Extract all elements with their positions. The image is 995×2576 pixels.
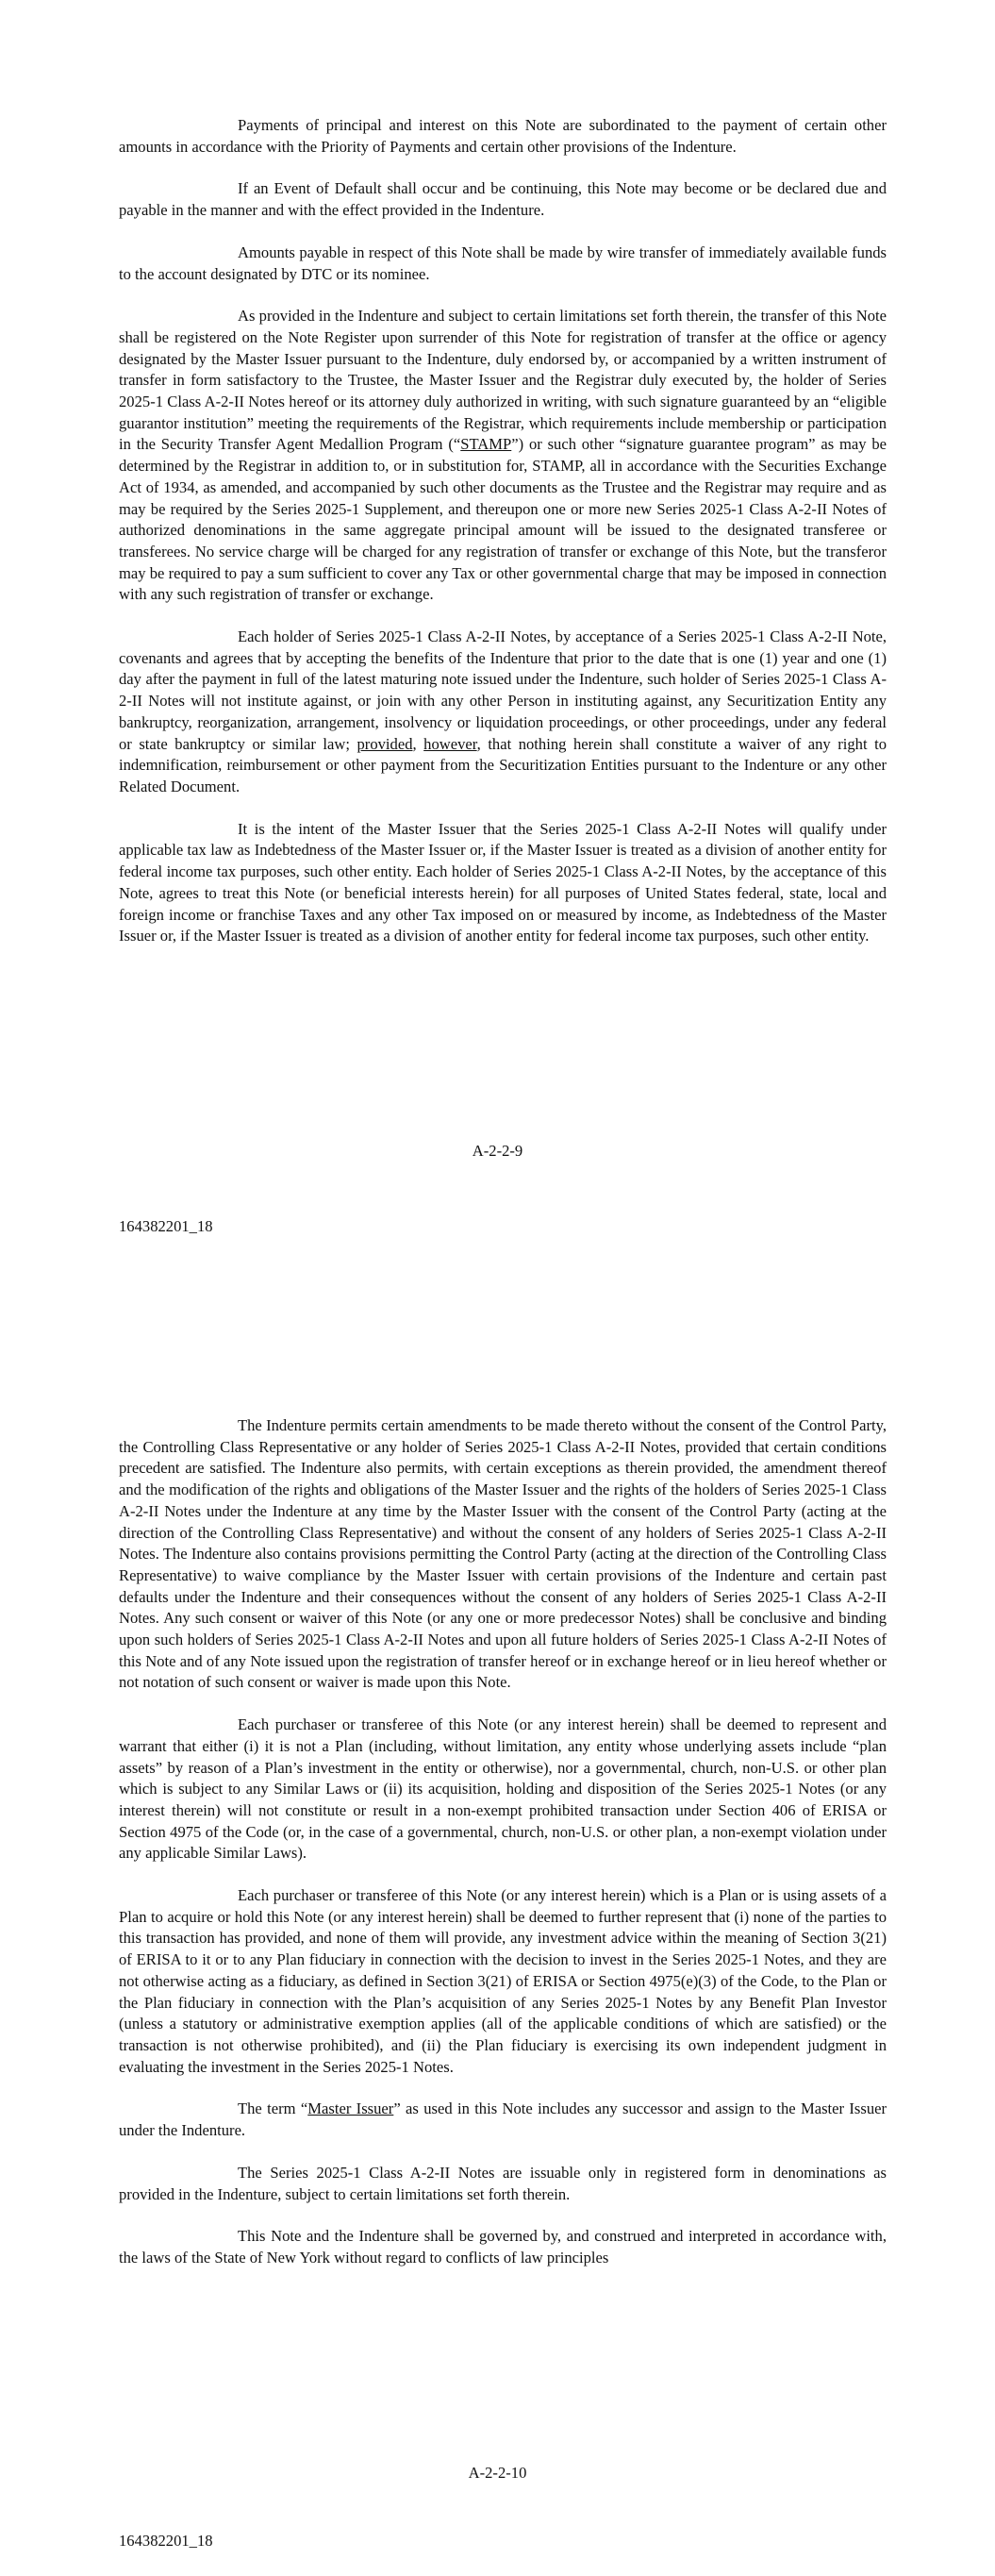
defined-term-master-issuer: Master Issuer	[307, 2099, 394, 2118]
page-number: A-2-2-10	[468, 2464, 527, 2482]
paragraph-event-of-default: If an Event of Default shall occur and be continuing, this Note may become or be declared due and payable in the manner and with the effect provided in the Indenture.	[119, 179, 887, 220]
underlined-provided: provided	[357, 734, 413, 753]
paragraph-registered-form: The Series 2025-1 Class A-2-II Notes are issuable only in registered form in denominations as provided in the Indenture, subject to certain limitations set forth therein.	[119, 2163, 887, 2203]
page-number: A-2-2-9	[472, 1142, 523, 1160]
paragraph-transfer-registration: As provided in the Indenture and subject to certain limitations set forth therein, the transfer of this Note shall be registered on the Note Register upon surrender of this Note for registration of transfer at the office or agency designated by the Master Issuer pursuant to the Indenture, duly endorsed by, or accompanied by a written instrument of transfer in form satisfactory to the Trustee, the Master Issuer and the Registrar duly executed by, the holder of Series 2025-1 Class A-2-II Notes hereof or its attorney duly authorized in writing, with such signature guaranteed by an “eligible guarantor institution” meeting the requirements of the Registrar, which requirements include membership or participation in the Security Transfer Agent Medallion Program (“STAMP”) or such other “signature guarantee program” as may be determined by the Registrar in addition to, or in substitution for, STAMP, all in accordance with the Securities Exchange Act of 1934, as amended, and accompanied by such other documents as the Trustee and the Registrar may require and as may be required by the Series 2025-1 Supplement, and thereupon one or more new Series 2025-1 Class A-2-II Notes of authorized denominations in the same aggregate principal amount will be issued to the designated transferee or transferees. No service charge will be charged for any registration of transfer or exchange of this Note, but the transferor may be required to pay a sum sufficient to cover any Tax or other governmental charge that may be imposed in connection with any such registration of transfer or exchange.	[119, 307, 887, 604]
defined-term-stamp: STAMP	[460, 435, 512, 454]
paragraph-tax-treatment: It is the intent of the Master Issuer that the Series 2025-1 Class A-2-II Notes will qualify under applicable tax law as Indebtedness of the Master Issuer or, if the Master Issuer is treated as a division of another entity for federal income tax purposes, such other entity. Each holder of Series 2025-1 Class A-2-II Notes, by the acceptance of this Note, agrees to treat this Note (or beneficial interests herein) for all purposes of United States federal, state, local and foreign income or franchise Taxes and any other Tax imposed on or measured by income, as Indebtedness of the Master Issuer or, if the Master Issuer is treated as a division of another entity for federal income tax purposes, such other entity.	[119, 819, 887, 945]
document-page-2	[0, 1288, 995, 2576]
underlined-however: however	[423, 734, 477, 753]
paragraph-wire-transfer: Amounts payable in respect of this Note shall be made by wire transfer of immediately available funds to the account designated by DTC or its nominee.	[119, 243, 887, 283]
page-1-body	[119, 115, 887, 947]
document-id: 164382201_18	[119, 2532, 213, 2550]
paragraph-plan-fiduciary: Each purchaser or transferee of this Note (or any interest herein) which is a Plan or is using assets of a Plan to acquire or hold this Note (or any interest herein) shall be deemed to further represent that (i) none of the parties to this transaction has provided, and none of them will provide, any investment advice within the meaning of Section 3(21) of ERISA to it or to any Plan fiduciary in connection with the decision to invest in the Series 2025-1 Notes, and they are not otherwise acting as a fiduciary, as defined in Section 3(21) of ERISA or Section 4975(e)(3) of the Code, to the Plan or the Plan fiduciary in connection with the Plan’s acquisition of any Series 2025-1 Notes by any Benefit Plan Investor (unless a statutory or administrative exemption applies (all of the applicable conditions of which are satisfied) or the transaction is not otherwise prohibited), and (ii) the Plan fiduciary is exercising its own independent judgment in evaluating the investment in the Series 2025-1 Notes.	[119, 1886, 887, 2076]
page-2-body	[119, 1415, 887, 2269]
paragraph-subordination: Payments of principal and interest on this Note are subordinated to the payment of certain other amounts in accordance with the Priority of Payments and certain other provisions of the Indenture.	[119, 116, 887, 156]
document-id: 164382201_18	[119, 1217, 213, 1235]
paragraph-erisa-representation: Each purchaser or transferee of this Note (or any interest herein) shall be deemed to represent and warrant that either (i) it is not a Plan (including, without limitation, any entity whose underlying assets include “plan assets” by reason of a Plan’s investment in the entity or otherwise), nor a governmental, church, non-U.S. or other plan which is subject to any Similar Laws or (ii) its acquisition, holding and disposition of the Series 2025-1 Notes (or any interest therein) will not constitute or result in a non-exempt prohibited transaction under Section 406 of ERISA or Section 4975 of the Code (or, in the case of a governmental, church, non-U.S. or other plan, a non-exempt violation under any applicable Similar Laws).	[119, 1715, 887, 1863]
paragraph-master-issuer-term: The term “Master Issuer” as used in this Note includes any successor and assign to the Master Issuer under the Indenture.	[119, 2099, 887, 2140]
paragraph-non-petition: Each holder of Series 2025-1 Class A-2-II Notes, by acceptance of a Series 2025-1 Class A-2-II Note, covenants and agrees that by accepting the benefits of the Indenture that prior to the date that is one (1) year and one (1) day after the payment in full of the latest maturing note issued under the Indenture, such holder of Series 2025-1 Class A-2-II Notes will not institute against, or join with any other Person in instituting against, any Securitization Entity any bankruptcy, reorganization, arrangement, insolvency or liquidation proceedings, or other proceedings, under any federal or state bankruptcy or similar law; provided, however, that nothing herein shall constitute a waiver of any right to indemnification, reimbursement or other payment from the Securitization Entities pursuant to the Indenture or any other Related Document.	[119, 627, 887, 795]
paragraph-amendments: The Indenture permits certain amendments to be made thereto without the consent of the Control Party, the Controlling Class Representative or any holder of Series 2025-1 Class A-2-II Notes, provided that certain conditions precedent are satisfied. The Indenture also permits, with certain exceptions as therein provided, the amendment thereof and the modification of the rights and obligations of the Master Issuer and the rights of the holders of Series 2025-1 Class A-2-II Notes under the Indenture at any time by the Master Issuer with the consent of the Control Party (acting at the direction of the Controlling Class Representative) and without the consent of any holders of Series 2025-1 Class A-2-II Notes. The Indenture also contains provisions permitting the Control Party (acting at the direction of the Controlling Class Representative) to waive compliance by the Master Issuer with certain provisions of the Indenture and certain past defaults under the Indenture and their consequences without the consent of any holders of Series 2025-1 Class A-2-II Notes. Any such consent or waiver of this Note (or any one or more predecessor Notes) shall be conclusive and binding upon such holders of Series 2025-1 Class A-2-II Notes and upon all future holders of Series 2025-1 Class A-2-II Notes of this Note and of any Note issued upon the registration of transfer hereof or in exchange hereof or in lieu hereof whether or not notation of such consent or waiver is made upon this Note.	[119, 1416, 887, 1692]
paragraph-governing-law: This Note and the Indenture shall be governed by, and construed and interpreted in accordance with, the laws of the State of New York without regard to conflicts of law principles	[119, 2227, 887, 2267]
